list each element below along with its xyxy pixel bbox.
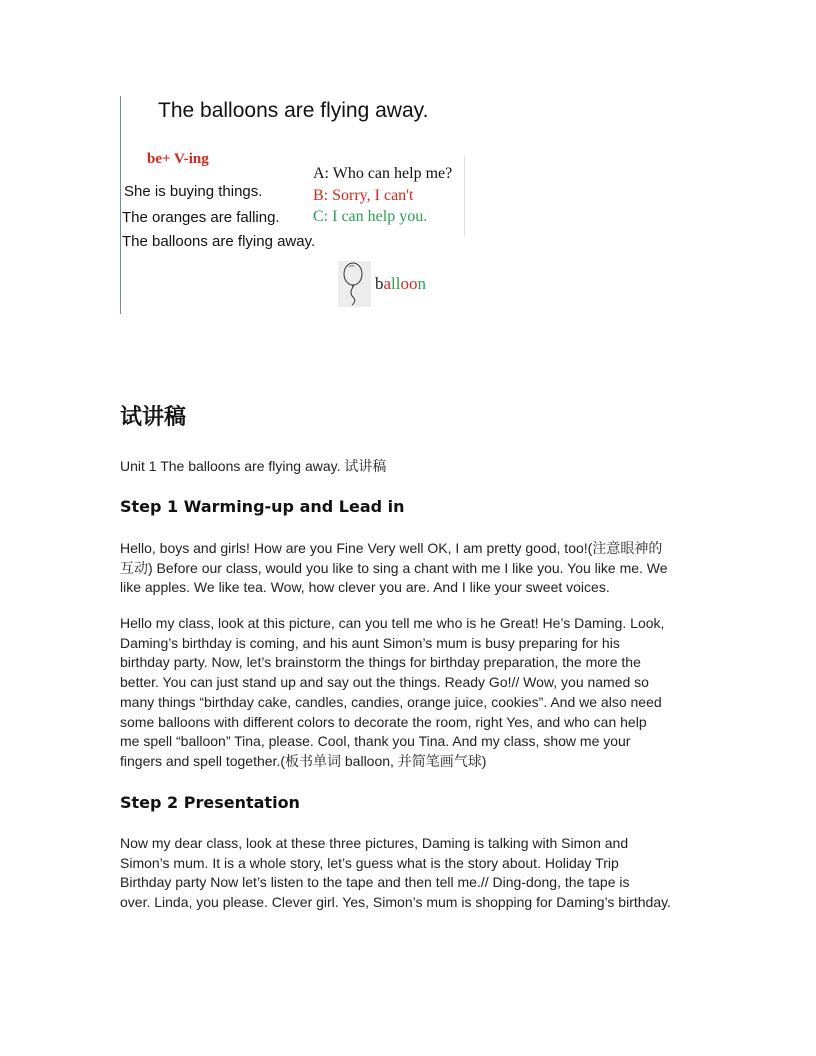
grammar-rule: be+ V-ing — [147, 151, 209, 167]
text-line: some balloons with different colors to decorate the room, right Yes, and who can help — [120, 713, 647, 730]
step1-paragraph-2 — [120, 614, 700, 772]
word-part-b: b — [375, 274, 384, 293]
text-line: Hello my class, look at this picture, can you tell me who is he Great! He’s Daming. Look, — [120, 615, 665, 631]
text-line: me spell “balloon” Tina, please. Cool, thank you Tina. And my class, show me your — [120, 733, 631, 750]
balloon-icon — [338, 261, 371, 307]
step2-heading: Step 2 Presentation — [120, 793, 300, 812]
text-line: birthday party. Now, let’s brainstorm the things for birthday preparation, the more the — [120, 654, 641, 671]
step1-paragraph-1 — [120, 539, 700, 598]
board-left-border — [120, 96, 121, 314]
text-line: Birthday party Now let’s listen to the tape and then tell me.// Ding-dong, the tape is — [120, 874, 630, 891]
page-heading: 试讲稿 — [120, 405, 187, 430]
board-right-border — [464, 156, 465, 236]
step2-paragraph-1 — [120, 834, 700, 913]
dialogue-line-b: B: Sorry, I can't — [313, 187, 414, 204]
example-sentence-2: The oranges are falling. — [122, 209, 280, 226]
blackboard-design — [120, 96, 470, 316]
balloon-drawing — [338, 261, 371, 307]
text-line: better. You can just stand up and say out the things. Ready Go!// Wow, you named so — [120, 674, 649, 691]
step1-heading: Step 1 Warming-up and Lead in — [120, 497, 405, 516]
word-part-a: a — [383, 274, 392, 293]
text-line: Daming’s birthday is coming, and his aunt Simon’s mum is busy preparing for his — [120, 634, 620, 651]
text-line: fingers and spell together.(板书单词 balloon, 并简笔画气球) — [120, 752, 487, 769]
text-line: like apples. We like tea. Wow, how clever you are. And I like your sweet voices. — [120, 579, 610, 596]
balloon-word — [375, 274, 426, 294]
example-sentence-1: She is buying things. — [124, 183, 263, 200]
board-title: The balloons are flying away. — [158, 99, 429, 122]
dialogue-line-a: A: Who can help me? — [313, 165, 453, 182]
text-line: over. Linda, you please. Clever girl. Yes, Simon’s mum is shopping for Daming’s birthday. — [120, 894, 671, 911]
word-part-ll: ll — [391, 274, 401, 293]
word-part-oo: oo — [400, 274, 418, 293]
example-sentence-3: The balloons are flying away. — [122, 233, 316, 250]
document-subtitle: Unit 1 The balloons are flying away. 试讲稿 — [120, 458, 387, 474]
text-line: many things “birthday cake, candles, candies, orange juice, cookies”. And we also need — [120, 693, 662, 710]
text-line: Hello, boys and girls! How are you Fine Very well OK, I am pretty good, too!(注意眼神的 — [120, 540, 663, 556]
word-part-n: n — [417, 274, 426, 293]
text-line: Now my dear class, look at these three pictures, Daming is talking with Simon and — [120, 835, 629, 851]
text-line: Simon’s mum. It is a whole story, let’s guess what is the story about. Holiday Trip — [120, 854, 619, 871]
text-line: 互动) Before our class, would you like to sing a chant with me I like you. You like me. We — [120, 559, 668, 576]
dialogue-line-c: C: I can help you. — [313, 208, 428, 225]
